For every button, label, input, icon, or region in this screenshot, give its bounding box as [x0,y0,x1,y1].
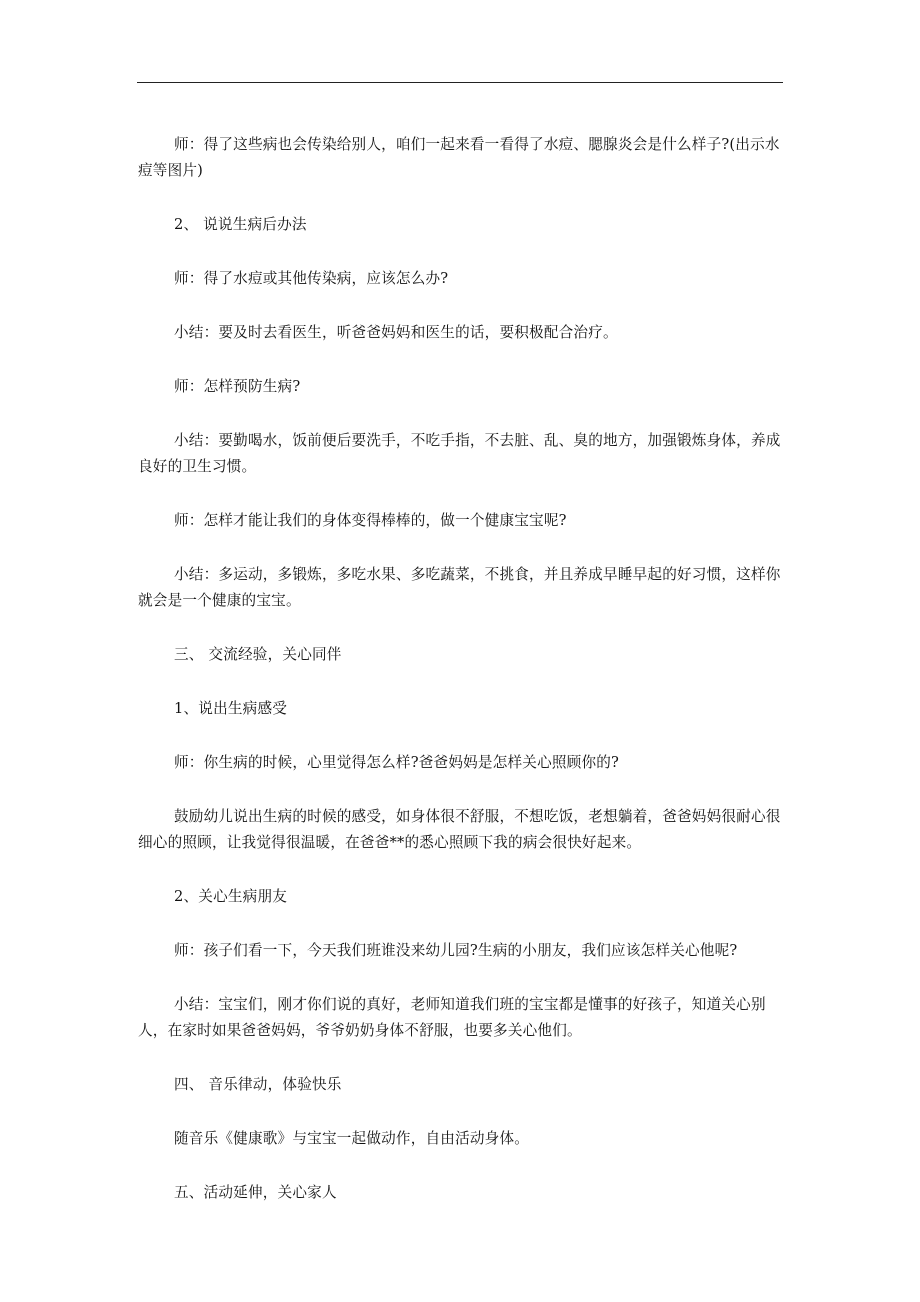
paragraph-summary-3: 小结：多运动，多锻炼，多吃水果、多吃蔬菜，不挑食，并且养成早睡早起的好习惯，这样你就会是一个健康的宝宝。 [138,566,781,609]
paragraph-teacher-question-4: 师：你生病的时候，心里觉得怎么样?爸爸妈妈是怎样关心照顾你的? [174,754,620,771]
section-heading-share-experience: 三、 交流经验，关心同伴 [174,646,342,663]
paragraph-summary-4: 小结：宝宝们，刚才你们说的真好，老师知道我们班的宝宝都是懂事的好孩子，知道关心别人，在家时如果爸爸妈妈，爷爷奶奶身体不舒服，也要多关心他们。 [138,996,766,1039]
paragraph-encourage-children: 鼓励幼儿说出生病的时候的感受，如身体很不舒服，不想吃饭，老想躺着，爸爸妈妈很耐心很细心的照顾，让我觉得很温暖，在爸爸**的悉心照顾下我的病会很快好起来。 [138,808,781,851]
section-heading-activity-extension: 五、活动延伸，关心家人 [174,1184,337,1201]
paragraph-teacher-question-3: 师：怎样才能让我们的身体变得棒棒的，做一个健康宝宝呢? [174,512,567,529]
subheading-care-sick-friends: 2、关心生病朋友 [174,888,288,905]
paragraph-teacher-question-1: 师：得了水痘或其他传染病，应该怎么办? [174,270,449,287]
paragraph-summary-2: 小结：要勤喝水，饭前便后要洗手，不吃手指，不去脏、乱、臭的地方，加强锻炼身体，养成良好的卫生习惯。 [138,432,781,475]
paragraph-summary-1: 小结：要及时去看医生，听爸爸妈妈和医生的话，要积极配合治疗。 [174,324,618,341]
paragraph-teacher-contagion: 师：得了这些病也会传染给别人，咱们一起来看一看得了水痘、腮腺炎会是什么样子?(出示水痘等图片) [138,136,780,179]
section-heading-what-to-do: 2、 说说生病后办法 [174,216,307,233]
header-rule [137,82,783,83]
paragraph-teacher-question-5: 师：孩子们看一下，今天我们班谁没来幼儿园?生病的小朋友，我们应该怎样关心他呢? [174,942,738,959]
paragraph-health-song: 随音乐《健康歌》与宝宝一起做动作，自由活动身体。 [174,1130,530,1147]
section-heading-music-rhythm: 四、 音乐律动，体验快乐 [174,1076,342,1093]
subheading-sick-feelings: 1、说出生病感受 [174,700,288,717]
document-body [138,132,790,1234]
paragraph-teacher-question-2: 师：怎样预防生病? [174,378,301,395]
